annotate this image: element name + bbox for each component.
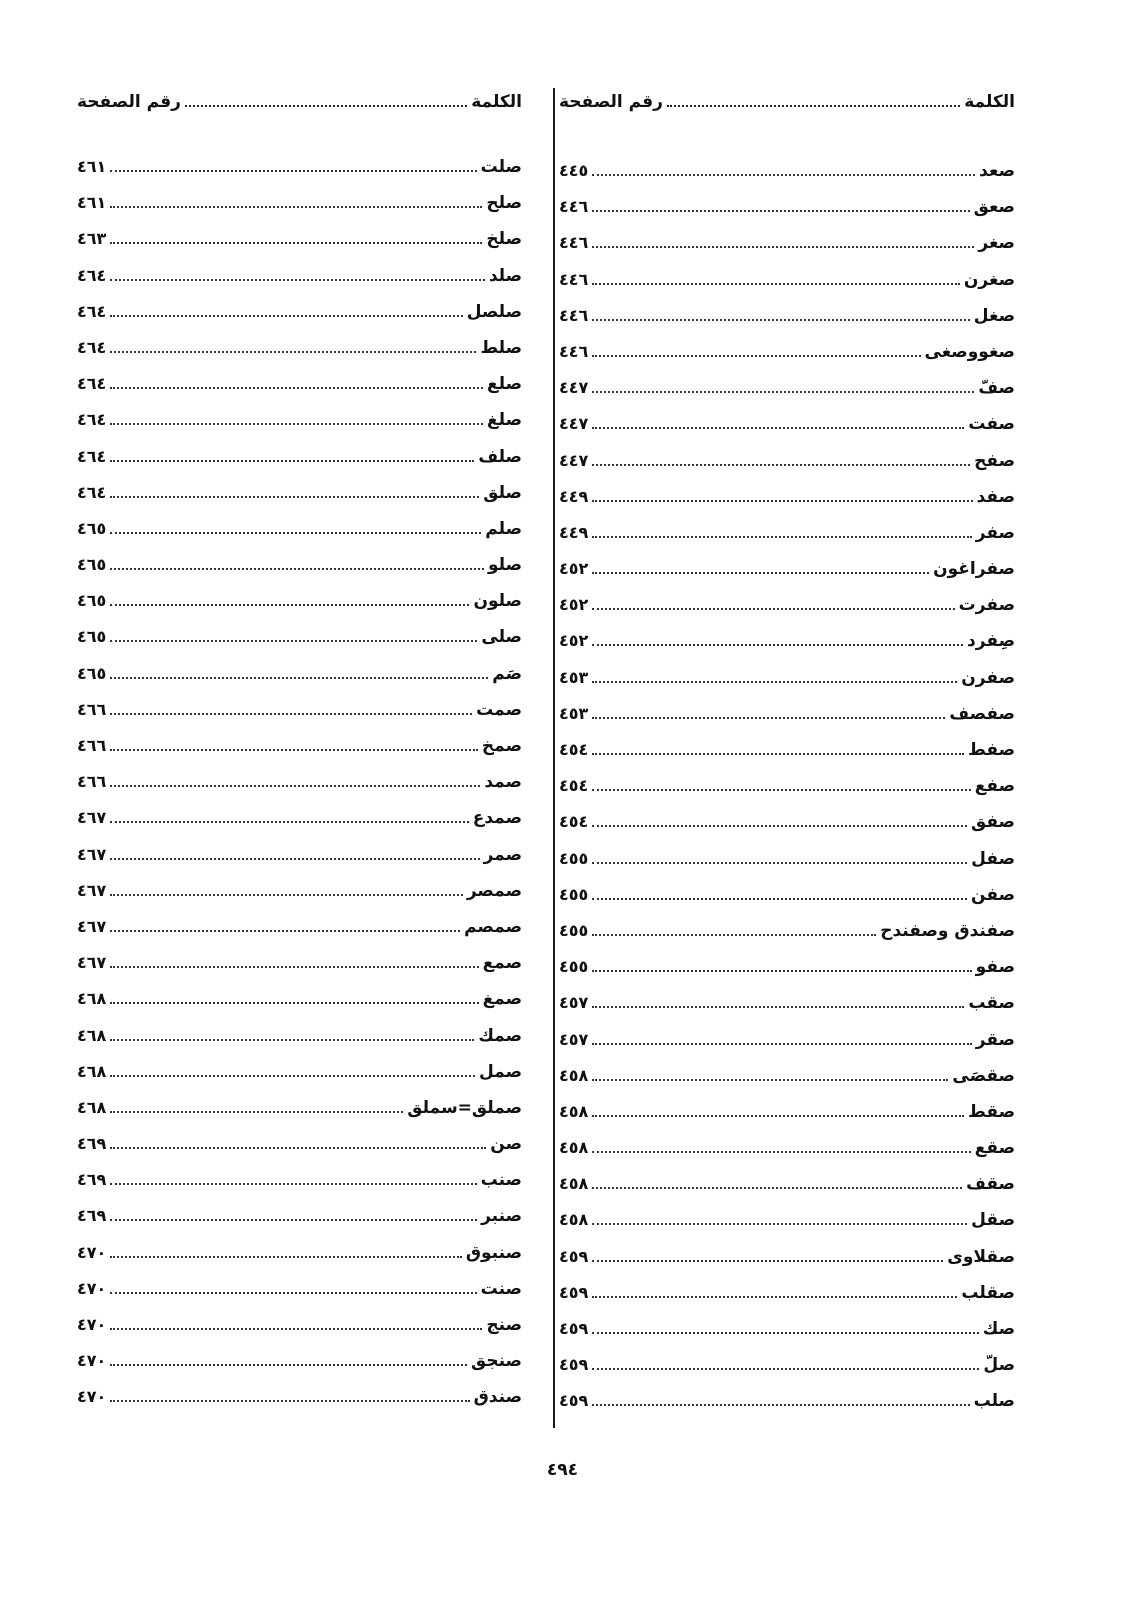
entry-page: ٤٦٤ xyxy=(77,482,107,502)
entry-page: ٤٥٢ xyxy=(559,631,589,651)
index-entry xyxy=(77,728,522,764)
entry-page: ٤٥٩ xyxy=(559,1355,589,1375)
entry-page: ٤٤٩ xyxy=(559,522,589,542)
index-entry xyxy=(559,189,1015,225)
entry-word: صفندق وصفندح xyxy=(880,920,1015,941)
entry-word: صمل xyxy=(479,1061,522,1082)
entry-page: ٤٦٥ xyxy=(77,555,107,575)
index-entry xyxy=(559,1275,1015,1311)
entry-word: صفراغون xyxy=(933,559,1015,580)
entry-page: ٤٥٩ xyxy=(559,1282,589,1302)
entry-word: صفع xyxy=(974,776,1015,797)
leader-dots xyxy=(592,1173,962,1189)
entry-word: صغل xyxy=(973,305,1015,326)
index-entry xyxy=(77,330,522,366)
entry-word: صقلاوى xyxy=(947,1246,1015,1267)
column-header xyxy=(77,82,522,122)
index-column-right xyxy=(559,82,1015,1420)
entry-page: ٤٥٨ xyxy=(559,1065,589,1085)
entry-word: صقل xyxy=(971,1210,1015,1231)
index-entry xyxy=(77,1271,522,1307)
entry-page: ٤٦٥ xyxy=(77,518,107,538)
entry-word: صلع xyxy=(487,374,522,395)
entry-word: صنبوق xyxy=(465,1242,522,1263)
column-header xyxy=(559,82,1015,122)
leader-dots xyxy=(592,1246,943,1262)
entry-page: ٤٦٤ xyxy=(77,337,107,357)
entry-page: ٤٥٥ xyxy=(559,848,589,868)
leader-dots xyxy=(592,486,972,502)
leader-dots xyxy=(592,703,945,719)
leader-dots xyxy=(592,1029,971,1045)
index-entry xyxy=(559,696,1015,732)
entry-word: صلو xyxy=(487,555,522,576)
leader-dots xyxy=(110,518,481,534)
leader-dots xyxy=(110,337,476,353)
index-entry xyxy=(77,619,522,655)
entry-page: ٤٦٧ xyxy=(77,808,107,828)
entry-page: ٤٦٥ xyxy=(77,591,107,611)
leader-dots xyxy=(592,1101,964,1117)
index-entry xyxy=(559,1311,1015,1347)
leader-dots xyxy=(110,916,460,932)
entry-page: ٤٦٤ xyxy=(77,301,107,321)
entry-word: صقط xyxy=(968,1101,1015,1122)
entry-word: صلى xyxy=(481,627,522,648)
entry-page: ٤٤٩ xyxy=(559,486,589,506)
entry-page: ٤٦٣ xyxy=(77,229,107,249)
index-entry xyxy=(559,985,1015,1021)
index-entry xyxy=(559,804,1015,840)
entry-page: ٤٥٤ xyxy=(559,776,589,796)
entry-word: صندق xyxy=(473,1387,522,1408)
entry-word: صعق xyxy=(973,197,1015,218)
index-entry xyxy=(77,1090,522,1126)
leader-dots xyxy=(110,988,478,1004)
index-entry xyxy=(77,439,522,475)
index-entry xyxy=(559,443,1015,479)
leader-dots xyxy=(110,1278,476,1294)
leader-dots xyxy=(110,735,478,751)
index-entry xyxy=(77,945,522,981)
entry-page: ٤٤٧ xyxy=(559,450,589,470)
index-entry xyxy=(559,1094,1015,1130)
leader-dots xyxy=(110,771,480,787)
leader-dots xyxy=(592,196,969,212)
entry-page: ٤٥٥ xyxy=(559,884,589,904)
entry-word: صفح xyxy=(974,450,1015,471)
entry-word: صمك xyxy=(478,1025,522,1046)
entry-word: صلب xyxy=(973,1391,1015,1412)
leader-dots xyxy=(110,626,477,642)
entry-page: ٤٤٧ xyxy=(559,414,589,434)
index-entry xyxy=(559,479,1015,515)
leader-dots xyxy=(592,848,967,864)
index-entry xyxy=(559,1383,1015,1419)
entry-word: صمصم xyxy=(464,916,522,937)
entry-page: ٤٦٧ xyxy=(77,953,107,973)
index-entry xyxy=(77,1198,522,1234)
entry-page: ٤٦٧ xyxy=(77,844,107,864)
entry-word: صمر xyxy=(483,844,522,865)
entry-page: ٤٦١ xyxy=(77,193,107,213)
word-column-label: الكلمة xyxy=(471,92,522,112)
index-entry xyxy=(559,623,1015,659)
entry-page: ٤٦٥ xyxy=(77,627,107,647)
leader-dots xyxy=(592,594,954,610)
entry-word: صلصل xyxy=(466,301,522,322)
index-entry xyxy=(559,406,1015,442)
leader-dots xyxy=(110,590,469,606)
entry-word: صنت xyxy=(480,1278,522,1299)
index-entry xyxy=(77,656,522,692)
index-entry xyxy=(77,149,522,185)
index-entry xyxy=(77,258,522,294)
entry-word: صعد xyxy=(979,161,1015,181)
leader-dots xyxy=(592,956,971,972)
entry-word: صفرن xyxy=(961,667,1015,688)
leader-dots xyxy=(592,1390,969,1406)
index-entry xyxy=(559,949,1015,985)
index-entry xyxy=(77,475,522,511)
leader-dots xyxy=(592,377,974,393)
entry-word: صِفرد xyxy=(967,631,1015,652)
index-entry xyxy=(77,1307,522,1343)
entry-list xyxy=(559,153,1015,1420)
leader-dots xyxy=(592,739,964,755)
entry-page: ٤٥٤ xyxy=(559,740,589,759)
entry-page: ٤٦٦ xyxy=(77,699,107,719)
entry-word: صلت xyxy=(480,157,522,177)
leader-dots xyxy=(110,844,479,860)
index-entry xyxy=(559,153,1015,189)
entry-word: صفصف xyxy=(949,703,1015,724)
index-entry xyxy=(77,764,522,800)
entry-page: ٤٦٤ xyxy=(77,410,107,430)
entry-page: ٤٥٨ xyxy=(559,1101,589,1121)
index-entry xyxy=(77,1126,522,1162)
leader-dots xyxy=(592,269,960,285)
entry-page: ٤٦٨ xyxy=(77,1097,107,1117)
leader-dots xyxy=(110,156,476,172)
entry-page: ٤٥٨ xyxy=(559,1138,589,1158)
header-leader-dots xyxy=(667,87,960,107)
index-entry xyxy=(559,1130,1015,1166)
entry-word: صلغ xyxy=(487,410,522,431)
entry-word: صغر xyxy=(978,233,1015,254)
entry-page: ٤٥٢ xyxy=(559,595,589,615)
entry-page: ٤٦٤ xyxy=(77,446,107,466)
entry-page: ٤٧٠ xyxy=(77,1242,107,1262)
leader-dots xyxy=(110,1025,474,1041)
index-column-left xyxy=(77,82,522,1416)
entry-page: ٤٦٩ xyxy=(77,1170,107,1190)
index-entry xyxy=(559,768,1015,804)
entry-page: ٤٧٠ xyxy=(77,1351,107,1371)
entry-page: ٤٦٩ xyxy=(77,1134,107,1154)
entry-word: صمت xyxy=(476,699,522,720)
leader-dots xyxy=(110,301,462,317)
entry-page: ٤٥٤ xyxy=(559,812,589,832)
leader-dots xyxy=(592,667,957,683)
entry-word: صغرن xyxy=(963,269,1015,290)
leader-dots xyxy=(592,232,974,248)
leader-dots xyxy=(110,1061,475,1077)
leader-dots xyxy=(592,775,970,791)
leader-dots xyxy=(592,1354,979,1370)
index-entry xyxy=(559,370,1015,406)
entry-page: ٤٦٨ xyxy=(77,1061,107,1081)
entry-word: صقر xyxy=(975,1029,1015,1050)
entry-page: ٤٤٦ xyxy=(559,341,589,361)
entry-word: صلم xyxy=(485,518,522,539)
leader-dots xyxy=(110,1097,403,1113)
entry-page: ٤٥٧ xyxy=(559,1029,589,1049)
entry-page: ٤٦٦ xyxy=(77,736,107,755)
leader-dots xyxy=(592,450,970,466)
leader-dots xyxy=(592,920,876,936)
leader-dots xyxy=(110,1205,477,1221)
entry-word: صغووصغى xyxy=(924,341,1015,362)
entry-word: صفد xyxy=(976,486,1015,507)
entry-word: صنجق xyxy=(471,1351,522,1372)
entry-word: صنبر xyxy=(481,1206,522,1227)
leader-dots xyxy=(592,1318,978,1334)
entry-word: صقف xyxy=(966,1174,1015,1195)
entry-word: صَم xyxy=(492,663,522,684)
entry-word: صفو xyxy=(975,957,1015,978)
entry-page: ٤٦٦ xyxy=(77,772,107,792)
entry-page: ٤٦٨ xyxy=(77,989,107,1009)
index-entry xyxy=(559,660,1015,696)
entry-word: صفت xyxy=(968,414,1015,435)
leader-dots xyxy=(110,1133,486,1149)
header-leader-dots xyxy=(185,87,467,107)
entry-word: صقع xyxy=(974,1138,1015,1159)
entry-word: صلق xyxy=(483,482,522,503)
entry-page: ٤٦٤ xyxy=(77,374,107,394)
entry-page: ٤٦٩ xyxy=(77,1206,107,1226)
leader-dots xyxy=(110,1350,467,1366)
leader-dots xyxy=(592,811,967,827)
leader-dots xyxy=(110,265,485,281)
entry-word: صمخ xyxy=(481,736,522,756)
entry-page: ٤٥٨ xyxy=(559,1174,589,1194)
entry-page: ٤٥٣ xyxy=(559,667,589,687)
entry-page: ٤٦٨ xyxy=(77,1025,107,1045)
entry-word: صفل xyxy=(971,848,1015,869)
index-entry xyxy=(77,837,522,873)
index-entry xyxy=(77,185,522,221)
column-divider xyxy=(553,88,555,1428)
entry-page: ٤٧٠ xyxy=(77,1387,107,1407)
index-entry xyxy=(559,1202,1015,1238)
index-entry xyxy=(77,221,522,257)
entry-word: صمصر xyxy=(466,880,522,901)
index-entry xyxy=(77,366,522,402)
leader-dots xyxy=(592,630,963,646)
leader-dots xyxy=(592,160,975,176)
leader-dots xyxy=(110,446,474,462)
leader-dots xyxy=(592,992,964,1008)
entry-word: صفّ xyxy=(978,378,1015,399)
leader-dots xyxy=(110,807,468,823)
leader-dots xyxy=(110,554,484,570)
index-entry xyxy=(559,841,1015,877)
index-entry xyxy=(559,877,1015,913)
entry-page: ٤٦١ xyxy=(77,157,107,176)
leader-dots xyxy=(592,341,920,357)
index-entry xyxy=(77,873,522,909)
entry-word: صك xyxy=(982,1319,1015,1339)
leader-dots xyxy=(592,305,970,321)
index-entry xyxy=(77,1054,522,1090)
index-entry xyxy=(559,298,1015,334)
entry-page: ٤٥٥ xyxy=(559,920,589,940)
entry-word: صمع xyxy=(482,953,522,974)
index-entry xyxy=(77,1343,522,1379)
leader-dots xyxy=(592,1282,957,1298)
leader-dots xyxy=(592,413,964,429)
entry-word: صلف xyxy=(478,446,522,467)
leader-dots xyxy=(110,952,478,968)
index-entry xyxy=(77,692,522,728)
entry-word: صلح xyxy=(486,193,522,214)
index-entry xyxy=(77,1379,522,1415)
entry-word: صمدع xyxy=(472,808,522,829)
leader-dots xyxy=(110,373,483,389)
entry-page: ٤٦٤ xyxy=(77,265,107,285)
entry-word: صقصَى xyxy=(952,1065,1015,1086)
leader-dots xyxy=(110,663,488,679)
leader-dots xyxy=(110,1386,469,1402)
leader-dots xyxy=(110,1242,462,1258)
index-entry xyxy=(559,732,1015,768)
entry-word: صلط xyxy=(480,337,522,358)
leader-dots xyxy=(592,884,967,900)
entry-page: ٤٤٧ xyxy=(559,378,589,398)
leader-dots xyxy=(110,1169,476,1185)
entry-page: ٤٥٣ xyxy=(559,703,589,723)
entry-page: ٤٥٩ xyxy=(559,1391,589,1411)
entry-page: ٤٧٠ xyxy=(77,1315,107,1334)
index-entry xyxy=(77,800,522,836)
entry-word: صفق xyxy=(971,812,1015,833)
index-entry xyxy=(559,1166,1015,1202)
entry-word: صلون xyxy=(473,591,522,612)
leader-dots xyxy=(110,228,482,244)
index-entry xyxy=(559,515,1015,551)
entry-word: صنج xyxy=(486,1315,522,1335)
entry-page: ٤٥٥ xyxy=(559,957,589,977)
leader-dots xyxy=(592,1209,967,1225)
leader-dots xyxy=(592,1065,948,1081)
leader-dots xyxy=(592,558,929,574)
index-entry xyxy=(77,294,522,330)
index-entry xyxy=(77,1162,522,1198)
word-column-label: الكلمة xyxy=(964,92,1015,112)
index-entry xyxy=(77,547,522,583)
index-entry xyxy=(559,262,1015,298)
entry-page: ٤٥٨ xyxy=(559,1210,589,1230)
entry-page: ٤٦٧ xyxy=(77,880,107,900)
entry-word: صفن xyxy=(971,884,1015,905)
index-entry xyxy=(559,551,1015,587)
entry-page: ٤٤٦ xyxy=(559,233,589,253)
entry-word: صن xyxy=(490,1134,522,1155)
entry-page: ٤٥٢ xyxy=(559,559,589,579)
entry-word: صلخ xyxy=(486,229,522,250)
entry-word: صملق=سملق xyxy=(407,1097,522,1118)
entry-page: ٤٥٩ xyxy=(559,1319,589,1338)
page-column-label: رقم الصفحة xyxy=(77,92,181,112)
page-number: ٤٩٤ xyxy=(546,1460,579,1480)
entry-word: صقب xyxy=(968,993,1015,1014)
leader-dots xyxy=(110,482,479,498)
index-entry xyxy=(559,334,1015,370)
index-entry xyxy=(77,511,522,547)
entry-page: ٤٤٦ xyxy=(559,305,589,325)
index-entry xyxy=(77,1018,522,1054)
entry-word: صمد xyxy=(484,772,522,793)
entry-word: صقلب xyxy=(961,1282,1015,1303)
index-entry xyxy=(559,1058,1015,1094)
entry-word: صلد xyxy=(488,265,522,286)
entry-page: ٤٤٥ xyxy=(559,161,589,180)
entry-page: ٤٥٩ xyxy=(559,1246,589,1266)
entry-page: ٤٦٧ xyxy=(77,916,107,936)
index-entry xyxy=(559,225,1015,261)
index-entry xyxy=(77,981,522,1017)
entry-word: صنب xyxy=(480,1170,522,1191)
leader-dots xyxy=(592,1137,970,1153)
index-entry xyxy=(77,402,522,438)
entry-page: ٤٤٦ xyxy=(559,197,589,217)
index-entry xyxy=(559,1347,1015,1383)
index-entry xyxy=(77,909,522,945)
entry-word: صفط xyxy=(968,740,1015,760)
leader-dots xyxy=(110,192,482,208)
entry-list xyxy=(77,149,522,1416)
page-column-label: رقم الصفحة xyxy=(559,92,663,112)
entry-word: صفرت xyxy=(958,595,1015,616)
index-entry xyxy=(77,583,522,619)
entry-word: صلّ xyxy=(983,1355,1015,1376)
entry-word: صفر xyxy=(975,522,1015,543)
index-entry xyxy=(559,1022,1015,1058)
index-entry xyxy=(559,1239,1015,1275)
index-entry xyxy=(77,1235,522,1271)
leader-dots xyxy=(110,409,483,425)
entry-page: ٤٦٥ xyxy=(77,663,107,683)
leader-dots xyxy=(592,522,971,538)
leader-dots xyxy=(110,1314,482,1330)
index-entry xyxy=(559,913,1015,949)
entry-word: صمغ xyxy=(482,989,522,1010)
entry-page: ٤٥٧ xyxy=(559,993,589,1013)
index-entry xyxy=(559,587,1015,623)
entry-page: ٤٤٦ xyxy=(559,269,589,289)
leader-dots xyxy=(110,880,463,896)
entry-page: ٤٧٠ xyxy=(77,1278,107,1298)
leader-dots xyxy=(110,699,472,715)
